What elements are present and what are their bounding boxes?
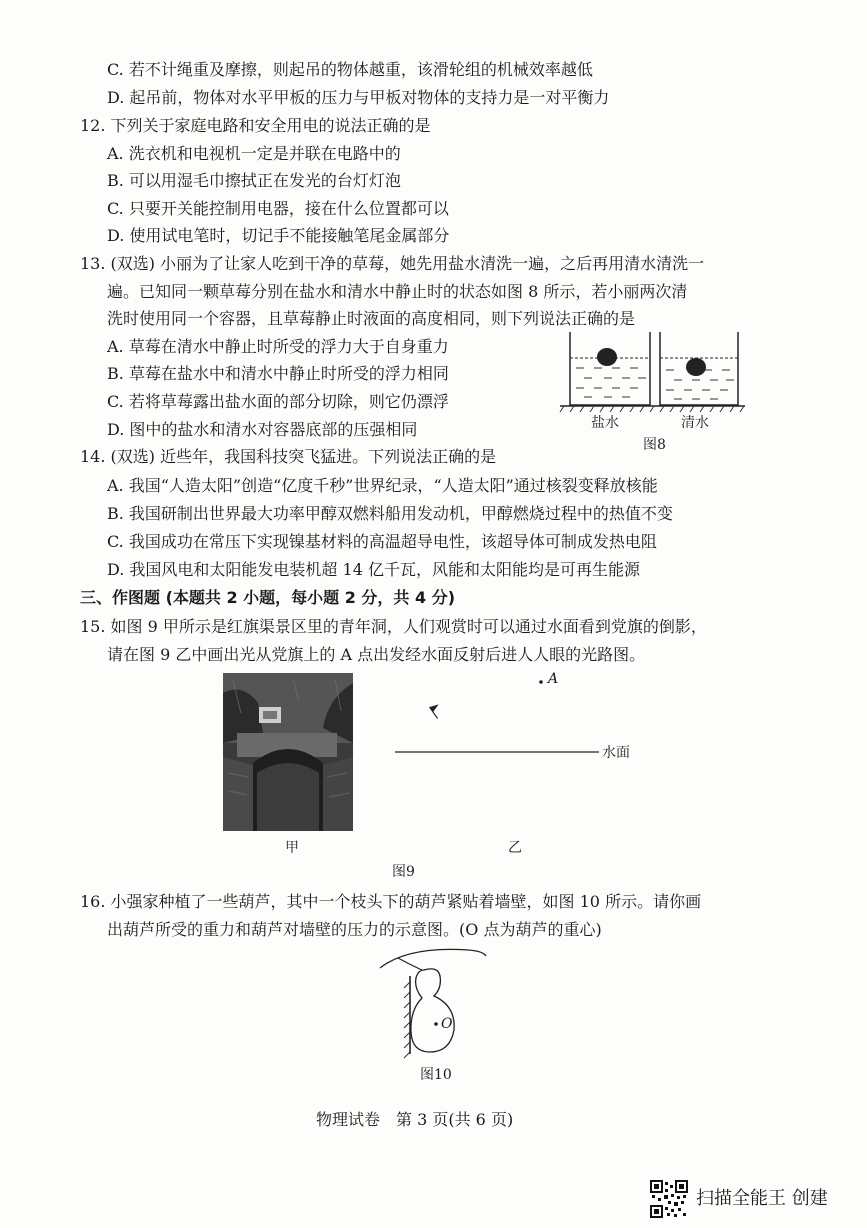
q12-stem: 12. 下列关于家庭电路和安全用电的说法正确的是: [80, 116, 431, 135]
q14-option-b: B. 我国研制出世界最大功率甲醇双燃料船用发动机，甲醇燃烧过程中的热值不变: [107, 504, 673, 523]
q12-option-d: D. 使用试电笔时，切记手不能接触笔尾金属部分: [107, 226, 450, 245]
page-footer: 物理试卷 第 3 页(共 6 页): [316, 1110, 514, 1129]
q15-stem-line1: 15. 如图 9 甲所示是红旗渠景区里的青年洞，人们观赏时可以通过水面看到党旗的倒影，: [80, 617, 707, 636]
figure-8-label-salt-water: 盐水: [591, 415, 619, 431]
q14-option-d: D. 我国风电和太阳能发电装机超 14 亿千瓦，风能和太阳能均是可再生能源: [107, 560, 640, 579]
q16-stem-line1: 16. 小强家种植了一些葫芦，其中一个枝头下的葫芦紧贴着墙壁，如图 10 所示。请你画: [80, 892, 702, 911]
scanner-watermark: [650, 1180, 860, 1220]
center-of-gravity-dot: [434, 1022, 438, 1026]
figure-9-label-yi: 乙: [508, 840, 522, 856]
q14-option-c: C. 我国成功在常压下实现镍基材料的高温超导电性，该超导体可制成发热电阻: [107, 532, 657, 551]
point-a-dot: [539, 680, 543, 684]
q14-stem: 14. (双选) 近些年，我国科技突飞猛进。下列说法正确的是: [80, 447, 497, 466]
scanner-brand-text: 扫描全能王 创建: [696, 1188, 828, 1209]
q13-option-c: C. 若将草莓露出盐水面的部分切除，则它仍漂浮: [107, 392, 449, 411]
q13-stem-line2: 遍。已知同一颗草莓分别在盐水和清水中静止时的状态如图 8 所示，若小丽两次清: [107, 282, 688, 301]
q14-option-a: A. 我国“人造太阳”创造“亿度千秒”世界纪录，“人造太阳”通过核裂变释放核能: [107, 476, 658, 495]
q16-stem-line2: 出葫芦所受的重力和葫芦对墙壁的压力的示意图。(O 点为葫芦的重心): [107, 920, 602, 939]
q12-option-b: B. 可以用湿毛巾擦拭正在发光的台灯灯泡: [107, 171, 401, 190]
q11-option-d: D. 起吊前，物体对水平甲板的压力与甲板对物体的支持力是一对平衡力: [107, 88, 610, 107]
q13-option-b: B. 草莓在盐水中和清水中静止时所受的浮力相同: [107, 364, 449, 383]
figure-9-point-a-label: A: [548, 671, 559, 687]
figure-8-caption: 图8: [643, 437, 666, 453]
q12-option-a: A. 洗衣机和电视机一定是并联在电路中的: [107, 144, 401, 163]
figure-9-water-label: 水面: [602, 745, 630, 761]
q13-option-d: D. 图中的盐水和清水对容器底部的压强相同: [107, 420, 418, 439]
figure-9-photo: [223, 673, 353, 831]
figure-9-diagram: [395, 676, 605, 766]
q13-stem-line1: 13. (双选) 小丽为了让家人吃到干净的草莓，她先用盐水清洗一遍，之后再用清水清洗一: [80, 254, 705, 273]
flag-icon: [430, 702, 445, 719]
figure-10-point-o-label: O: [441, 1016, 453, 1032]
q13-option-a: A. 草莓在清水中静止时所受的浮力大于自身重力: [107, 337, 449, 356]
section-3-heading: 三、作图题 (本题共 2 小题，每小题 2 分，共 4 分): [80, 588, 456, 607]
qr-code-icon: [650, 1180, 688, 1218]
figure-8-label-fresh-water: 清水: [681, 415, 709, 431]
q15-stem-line2: 请在图 9 乙中画出光从党旗上的 A 点出发经水面反射后进人人眼的光路图。: [107, 645, 646, 664]
figure-9-label-jia: 甲: [285, 840, 299, 856]
figure-8-containers: [560, 330, 745, 420]
figure-10-gourd: [378, 948, 488, 1058]
q12-option-c: C. 只要开关能控制用电器，接在什么位置都可以: [107, 199, 449, 218]
q11-option-c: C. 若不计绳重及摩擦，则起吊的物体越重，该滑轮组的机械效率越低: [107, 60, 593, 79]
q13-stem-line3: 洗时使用同一个容器，且草莓静止时液面的高度相同，则下列说法正确的是: [107, 309, 636, 328]
figure-10-caption: 图10: [420, 1067, 452, 1083]
figure-9-caption: 图9: [392, 864, 415, 880]
